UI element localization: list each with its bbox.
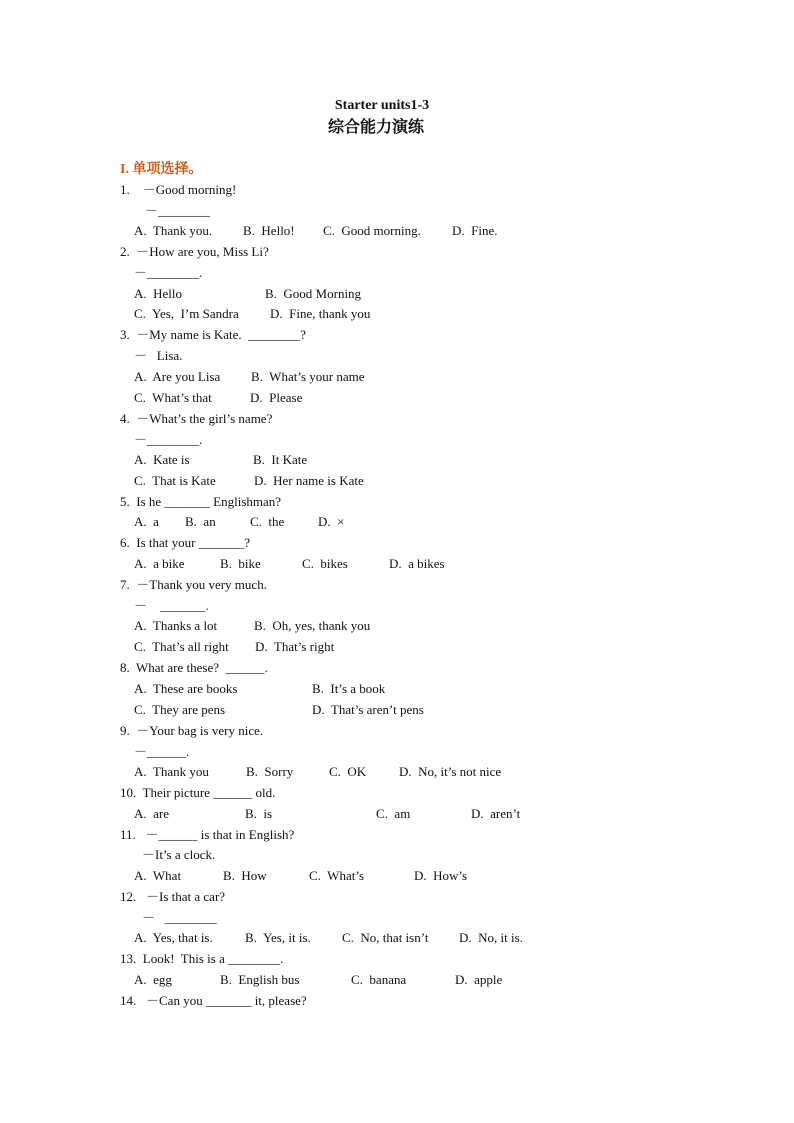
- question-10-option-b: B. is: [245, 806, 273, 821]
- question-2-answer-line: －________.: [134, 265, 203, 280]
- question-11-option-b: B. How: [223, 868, 267, 883]
- question-5-option-c: C. the: [250, 514, 285, 529]
- question-6-option-b: B. bike: [220, 556, 261, 571]
- question-1-option-b: B. Hello!: [243, 223, 295, 238]
- question-8: 8. What are these? ______.: [120, 660, 268, 675]
- question-4-option-c: C. That is Kate: [134, 473, 216, 488]
- question-14: 14. －Can you _______ it, please?: [120, 993, 307, 1008]
- question-6-option-a: A. a bike: [134, 556, 185, 571]
- question-3-option-b: B. What’s your name: [251, 369, 365, 384]
- question-11-option-d: D. How’s: [414, 868, 468, 883]
- question-6-option-c: C. bikes: [302, 556, 348, 571]
- question-3-option-a: A. Are you Lisa: [134, 369, 221, 384]
- question-7-option-a: A. Thanks a lot: [134, 618, 218, 633]
- question-1-option-a: A. Thank you.: [134, 223, 213, 238]
- question-6-option-d: D. a bikes: [389, 556, 445, 571]
- question-13-option-d: D. apple: [455, 972, 503, 987]
- question-3-option-c: C. What’s that: [134, 390, 212, 405]
- question-9-option-d: D. No, it’s not nice: [399, 764, 502, 779]
- question-4-answer-line: －________.: [134, 432, 203, 447]
- question-7-option-d: D. That’s right: [255, 639, 335, 654]
- question-10-option-d: D. aren’t: [471, 806, 521, 821]
- question-9-answer-line: －______.: [134, 744, 190, 759]
- question-4: 4. －What’s the girl’s name?: [120, 411, 273, 426]
- question-8-option-d: D. That’s aren’t pens: [312, 702, 424, 717]
- question-11-option-c: C. What’s: [309, 868, 365, 883]
- question-8-option-b: B. It’s a book: [312, 681, 386, 696]
- question-3: 3. －My name is Kate. ________?: [120, 327, 306, 342]
- question-12-option-d: D. No, it is.: [459, 930, 523, 945]
- question-13-option-a: A. egg: [134, 972, 172, 987]
- question-9-option-a: A. Thank you: [134, 764, 209, 779]
- question-11-option-a: A. What: [134, 868, 182, 883]
- question-1-answer-line: －________: [145, 203, 211, 218]
- question-9-option-c: C. OK: [329, 764, 367, 779]
- question-11: 11. －______ is that in English?: [120, 827, 295, 842]
- question-12-answer-line: － ________: [142, 910, 217, 925]
- question-2-option-d: D. Fine, thank you: [270, 306, 371, 321]
- question-2-option-b: B. Good Morning: [265, 286, 362, 301]
- question-5-option-a: A. a: [134, 514, 159, 529]
- question-12-option-a: A. Yes, that is.: [134, 930, 213, 945]
- question-6: 6. Is that your _______?: [120, 535, 250, 550]
- question-13: 13. Look! This is a ________.: [120, 951, 284, 966]
- question-10-option-c: C. am: [376, 806, 411, 821]
- question-13-option-c: C. banana: [351, 972, 407, 987]
- question-4-option-a: A. Kate is: [134, 452, 190, 467]
- question-3-answer-line: － Lisa.: [134, 348, 183, 363]
- document-subtitle: 综合能力演练: [327, 119, 424, 136]
- question-1-option-c: C. Good morning.: [323, 223, 421, 238]
- question-10: 10. Their picture ______ old.: [120, 785, 276, 800]
- question-2: 2. －How are you, Miss Li?: [120, 244, 269, 259]
- question-8-option-a: A. These are books: [134, 681, 238, 696]
- section-heading: I. 单项选择。: [120, 162, 203, 177]
- question-3-option-d: D. Please: [250, 390, 303, 405]
- question-7-option-b: B. Oh, yes, thank you: [254, 618, 371, 633]
- question-5-option-b: B. an: [185, 514, 216, 529]
- question-11-answer-line: －It’s a clock.: [142, 847, 216, 862]
- question-12-option-b: B. Yes, it is.: [245, 930, 311, 945]
- question-4-option-d: D. Her name is Kate: [254, 473, 364, 488]
- question-1-option-d: D. Fine.: [452, 223, 498, 238]
- question-7-option-c: C. That’s all right: [134, 639, 229, 654]
- question-5-option-d: D. ×: [318, 514, 345, 529]
- question-13-option-b: B. English bus: [220, 972, 300, 987]
- question-2-option-c: C. Yes, I’m Sandra: [134, 306, 239, 321]
- question-12-option-c: C. No, that isn’t: [342, 930, 429, 945]
- document-title: Starter units1-3: [334, 98, 430, 113]
- question-1: 1. －Good morning!: [120, 182, 237, 197]
- question-10-option-a: A. are: [134, 806, 170, 821]
- question-9-option-b: B. Sorry: [246, 764, 294, 779]
- question-2-option-a: A. Hello: [134, 286, 183, 301]
- question-7: 7. －Thank you very much.: [120, 577, 267, 592]
- question-7-answer-line: － _______.: [134, 598, 209, 613]
- question-5: 5. Is he _______ Englishman?: [120, 494, 282, 509]
- question-9: 9. －Your bag is very nice.: [120, 723, 264, 738]
- question-4-option-b: B. It Kate: [253, 452, 308, 467]
- question-12: 12. －Is that a car?: [120, 889, 226, 904]
- question-8-option-c: C. They are pens: [134, 702, 226, 717]
